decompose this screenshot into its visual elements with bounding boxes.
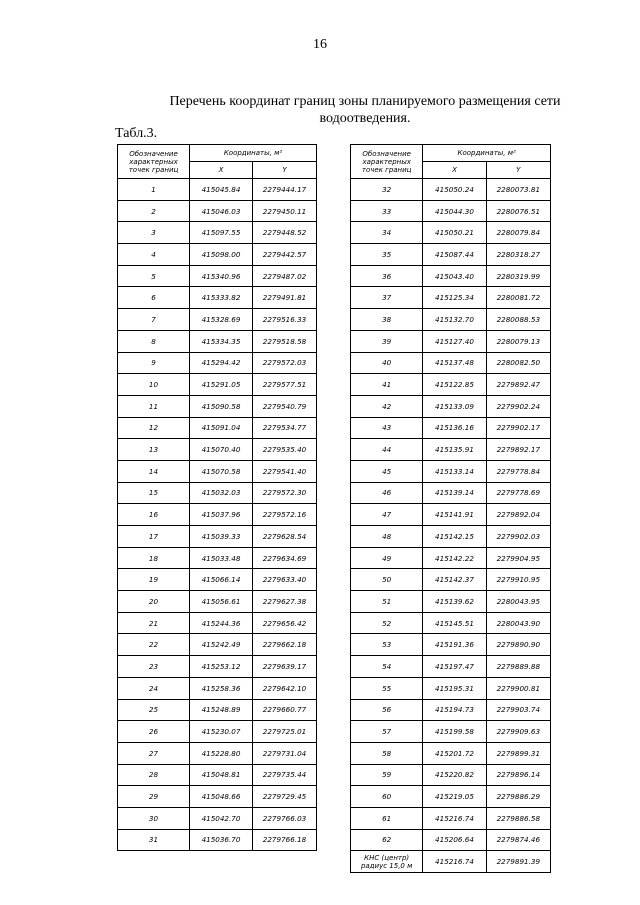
header-coords: Координаты, м² <box>190 145 317 162</box>
cell-x: 415136.16 <box>423 417 486 439</box>
cell-point: 62 <box>351 829 423 851</box>
cell-y: 2279516.33 <box>253 309 317 331</box>
cell-x: 415199.58 <box>423 721 486 743</box>
cell-x: 415127.40 <box>423 330 486 352</box>
page-number: 16 <box>313 37 327 52</box>
table-row <box>118 786 317 808</box>
cell-point: 39 <box>351 330 423 352</box>
cell-x: 415125.34 <box>423 287 486 309</box>
cell-x: 415132.70 <box>423 309 486 331</box>
cell-x: 415191.36 <box>423 634 486 656</box>
cell-y: 2280319.99 <box>486 265 550 287</box>
cell-y: 2279902.17 <box>486 417 550 439</box>
table-row <box>351 244 551 266</box>
table-row <box>351 526 551 548</box>
cell-x: 415133.09 <box>423 395 486 417</box>
cell-point: 18 <box>118 547 190 569</box>
table-row <box>118 634 317 656</box>
cell-point: 55 <box>351 677 423 699</box>
cell-x: 415048.81 <box>190 764 253 786</box>
table-row <box>118 179 317 201</box>
cell-point: 50 <box>351 569 423 591</box>
cell-y: 2279900.81 <box>486 677 550 699</box>
cell-x: 415122.85 <box>423 374 486 396</box>
cell-y: 2279729.45 <box>253 786 317 808</box>
cell-point: 58 <box>351 742 423 764</box>
table-row <box>351 222 551 244</box>
table-row <box>351 374 551 396</box>
cell-point: 46 <box>351 482 423 504</box>
cell-point: 43 <box>351 417 423 439</box>
cell-y: 2279572.16 <box>253 504 317 526</box>
cell-point: 35 <box>351 244 423 266</box>
cell-point: 24 <box>118 677 190 699</box>
cell-x: 415087.44 <box>423 244 486 266</box>
table-row <box>118 374 317 396</box>
cell-point: 56 <box>351 699 423 721</box>
table-row <box>118 395 317 417</box>
cell-y: 2279444.17 <box>253 179 317 201</box>
cell-point: 1 <box>118 179 190 201</box>
cell-x: 415091.04 <box>190 417 253 439</box>
cell-x: 415142.22 <box>423 547 486 569</box>
cell-y: 2280043.90 <box>486 612 550 634</box>
cell-point: 19 <box>118 569 190 591</box>
cell-x: 415216.74 <box>423 851 486 873</box>
table-row <box>118 656 317 678</box>
table-row <box>351 504 551 526</box>
cell-y: 2279448.52 <box>253 222 317 244</box>
cell-y: 2279534.77 <box>253 417 317 439</box>
cell-point: 29 <box>118 786 190 808</box>
cell-x: 415050.24 <box>423 179 486 201</box>
cell-y: 2280076.51 <box>486 200 550 222</box>
cell-y: 2279656.42 <box>253 612 317 634</box>
table-row <box>118 287 317 309</box>
cell-point: 52 <box>351 612 423 634</box>
cell-x: 415142.37 <box>423 569 486 591</box>
table-row <box>118 330 317 352</box>
cell-x: 415242.49 <box>190 634 253 656</box>
table-row <box>351 656 551 678</box>
cell-x: 415135.91 <box>423 439 486 461</box>
cell-x: 415328.69 <box>190 309 253 331</box>
table-row <box>118 699 317 721</box>
cell-y: 2279628.54 <box>253 526 317 548</box>
cell-point: 13 <box>118 439 190 461</box>
cell-point: 17 <box>118 526 190 548</box>
cell-point: 23 <box>118 656 190 678</box>
table-row <box>118 265 317 287</box>
table-row <box>351 439 551 461</box>
cell-point: КНС (центр) радиус 15,0 м <box>351 851 423 873</box>
cell-point: 54 <box>351 656 423 678</box>
table-row <box>118 677 317 699</box>
cell-y: 2280088.53 <box>486 309 550 331</box>
cell-y: 2279639.17 <box>253 656 317 678</box>
cell-x: 415090.58 <box>190 395 253 417</box>
cell-x: 415228.80 <box>190 742 253 764</box>
coordinates-table-right <box>350 144 551 873</box>
cell-x: 415145.51 <box>423 612 486 634</box>
cell-x: 415253.12 <box>190 656 253 678</box>
cell-x: 415244.36 <box>190 612 253 634</box>
cell-point: 5 <box>118 265 190 287</box>
cell-x: 415334.35 <box>190 330 253 352</box>
cell-point: 16 <box>118 504 190 526</box>
cell-y: 2280079.84 <box>486 222 550 244</box>
table-row <box>118 439 317 461</box>
cell-point: 36 <box>351 265 423 287</box>
cell-x: 415046.03 <box>190 200 253 222</box>
table-row <box>118 612 317 634</box>
cell-y: 2279889.88 <box>486 656 550 678</box>
table-row <box>351 179 551 201</box>
cell-x: 415050.21 <box>423 222 486 244</box>
cell-x: 415291.05 <box>190 374 253 396</box>
table-row <box>351 395 551 417</box>
cell-point: 41 <box>351 374 423 396</box>
cell-x: 415230.07 <box>190 721 253 743</box>
cell-point: 4 <box>118 244 190 266</box>
cell-point: 27 <box>118 742 190 764</box>
cell-x: 415201.72 <box>423 742 486 764</box>
cell-x: 415044.30 <box>423 200 486 222</box>
cell-y: 2279892.47 <box>486 374 550 396</box>
cell-y: 2279572.03 <box>253 352 317 374</box>
cell-x: 415194.73 <box>423 699 486 721</box>
cell-y: 2279910.95 <box>486 569 550 591</box>
header-x: X <box>423 162 486 179</box>
cell-y: 2279572.30 <box>253 482 317 504</box>
cell-point: 60 <box>351 786 423 808</box>
table-row <box>118 526 317 548</box>
table-row <box>351 591 551 613</box>
table-row <box>118 721 317 743</box>
cell-y: 2279892.17 <box>486 439 550 461</box>
cell-point: 7 <box>118 309 190 331</box>
cell-point: 34 <box>351 222 423 244</box>
cell-y: 2279577.51 <box>253 374 317 396</box>
cell-point: 2 <box>118 200 190 222</box>
table-row <box>118 829 317 851</box>
cell-x: 415137.48 <box>423 352 486 374</box>
table-row <box>118 569 317 591</box>
table-row <box>351 330 551 352</box>
cell-point: 6 <box>118 287 190 309</box>
cell-y: 2279766.18 <box>253 829 317 851</box>
cell-y: 2279886.29 <box>486 786 550 808</box>
cell-point: 15 <box>118 482 190 504</box>
cell-y: 2279450.11 <box>253 200 317 222</box>
table-row <box>351 460 551 482</box>
cell-x: 415036.70 <box>190 829 253 851</box>
table-row <box>351 482 551 504</box>
cell-x: 415340.96 <box>190 265 253 287</box>
cell-y: 2279642.10 <box>253 677 317 699</box>
cell-x: 415139.14 <box>423 482 486 504</box>
cell-y: 2279904.95 <box>486 547 550 569</box>
cell-y: 2279627.38 <box>253 591 317 613</box>
cell-point: 25 <box>118 699 190 721</box>
cell-point: 11 <box>118 395 190 417</box>
cell-y: 2279896.14 <box>486 764 550 786</box>
table-row <box>351 677 551 699</box>
cell-y: 2279518.58 <box>253 330 317 352</box>
header-y: Y <box>486 162 550 179</box>
table-row <box>118 547 317 569</box>
cell-x: 415070.40 <box>190 439 253 461</box>
table-row <box>118 200 317 222</box>
table-row <box>351 699 551 721</box>
cell-y: 2279886.58 <box>486 807 550 829</box>
cell-y: 2279909.63 <box>486 721 550 743</box>
table-row <box>351 547 551 569</box>
cell-point: 8 <box>118 330 190 352</box>
cell-y: 2279535.40 <box>253 439 317 461</box>
cell-x: 415206.64 <box>423 829 486 851</box>
header-point: Обозначение характерных точек границ <box>118 145 190 179</box>
cell-y: 2279892.04 <box>486 504 550 526</box>
cell-y: 2279731.04 <box>253 742 317 764</box>
table-row <box>351 612 551 634</box>
cell-point: 44 <box>351 439 423 461</box>
cell-y: 2279902.03 <box>486 526 550 548</box>
cell-y: 2279891.39 <box>486 851 550 873</box>
table-row <box>351 287 551 309</box>
cell-x: 415216.74 <box>423 807 486 829</box>
cell-x: 415097.55 <box>190 222 253 244</box>
table-row <box>118 417 317 439</box>
cell-x: 415032.03 <box>190 482 253 504</box>
document-title: Перечень координат границ зоны планируемого размещения сети водоотведения. <box>169 94 561 126</box>
cell-point: 49 <box>351 547 423 569</box>
cell-point: 53 <box>351 634 423 656</box>
cell-point: 9 <box>118 352 190 374</box>
table-row <box>351 265 551 287</box>
table-row <box>118 764 317 786</box>
table-row <box>118 460 317 482</box>
cell-point: 3 <box>118 222 190 244</box>
table-row <box>118 482 317 504</box>
cell-point: 10 <box>118 374 190 396</box>
cell-x: 415037.96 <box>190 504 253 526</box>
cell-x: 415141.91 <box>423 504 486 526</box>
cell-y: 2280082.50 <box>486 352 550 374</box>
table-row <box>351 851 551 873</box>
cell-x: 415066.14 <box>190 569 253 591</box>
cell-point: 31 <box>118 829 190 851</box>
cell-point: 14 <box>118 460 190 482</box>
cell-x: 415142.15 <box>423 526 486 548</box>
table-row <box>351 764 551 786</box>
cell-point: 32 <box>351 179 423 201</box>
table-label: Табл.3. <box>115 126 158 141</box>
cell-y: 2280043.95 <box>486 591 550 613</box>
table-row <box>118 504 317 526</box>
cell-x: 415033.48 <box>190 547 253 569</box>
cell-y: 2279660.77 <box>253 699 317 721</box>
cell-y: 2279442.57 <box>253 244 317 266</box>
header-point: Обозначение характерных точек границ <box>351 145 423 179</box>
cell-point: 37 <box>351 287 423 309</box>
cell-x: 415248.89 <box>190 699 253 721</box>
table-row <box>118 591 317 613</box>
cell-x: 415197.47 <box>423 656 486 678</box>
table-row <box>118 309 317 331</box>
cell-y: 2279890.90 <box>486 634 550 656</box>
table-row <box>118 244 317 266</box>
cell-x: 415042.70 <box>190 807 253 829</box>
table-row <box>351 200 551 222</box>
cell-point: 42 <box>351 395 423 417</box>
cell-point: 51 <box>351 591 423 613</box>
cell-y: 2279902.24 <box>486 395 550 417</box>
cell-x: 415195.31 <box>423 677 486 699</box>
cell-y: 2279634.69 <box>253 547 317 569</box>
cell-y: 2280079.13 <box>486 330 550 352</box>
table-row <box>351 742 551 764</box>
table-row <box>351 417 551 439</box>
cell-y: 2280073.81 <box>486 179 550 201</box>
header-x: X <box>190 162 253 179</box>
cell-point: 12 <box>118 417 190 439</box>
table-row <box>118 222 317 244</box>
cell-x: 415139.62 <box>423 591 486 613</box>
cell-point: 26 <box>118 721 190 743</box>
cell-y: 2279487.02 <box>253 265 317 287</box>
cell-point: 33 <box>351 200 423 222</box>
cell-y: 2280318.27 <box>486 244 550 266</box>
cell-point: 20 <box>118 591 190 613</box>
table-row <box>351 807 551 829</box>
cell-x: 415294.42 <box>190 352 253 374</box>
table-row <box>351 829 551 851</box>
table-body-right <box>351 179 551 873</box>
cell-x: 415220.82 <box>423 764 486 786</box>
cell-y: 2279766.03 <box>253 807 317 829</box>
cell-y: 2279662.18 <box>253 634 317 656</box>
cell-y: 2279633.40 <box>253 569 317 591</box>
table-body-left <box>118 179 317 851</box>
cell-y: 2279903.74 <box>486 699 550 721</box>
cell-x: 415219.05 <box>423 786 486 808</box>
cell-point: 59 <box>351 764 423 786</box>
table-row <box>118 352 317 374</box>
table-row <box>351 786 551 808</box>
cell-y: 2279725.01 <box>253 721 317 743</box>
table-row <box>351 634 551 656</box>
cell-point: 57 <box>351 721 423 743</box>
cell-point: 45 <box>351 460 423 482</box>
cell-y: 2279735.44 <box>253 764 317 786</box>
cell-y: 2279778.69 <box>486 482 550 504</box>
table-row <box>118 807 317 829</box>
cell-y: 2279874.46 <box>486 829 550 851</box>
cell-y: 2279778.84 <box>486 460 550 482</box>
coordinates-table-left <box>117 144 317 851</box>
cell-point: 61 <box>351 807 423 829</box>
table-row <box>351 569 551 591</box>
table-row <box>351 721 551 743</box>
cell-point: 47 <box>351 504 423 526</box>
cell-y: 2279541.40 <box>253 460 317 482</box>
table-row <box>351 309 551 331</box>
cell-point: 22 <box>118 634 190 656</box>
cell-point: 38 <box>351 309 423 331</box>
cell-point: 21 <box>118 612 190 634</box>
cell-point: 30 <box>118 807 190 829</box>
cell-point: 28 <box>118 764 190 786</box>
cell-x: 415056.61 <box>190 591 253 613</box>
cell-y: 2280081.72 <box>486 287 550 309</box>
table-row <box>118 742 317 764</box>
cell-point: 40 <box>351 352 423 374</box>
cell-y: 2279540.79 <box>253 395 317 417</box>
cell-x: 415258.36 <box>190 677 253 699</box>
cell-point: 48 <box>351 526 423 548</box>
cell-x: 415045.84 <box>190 179 253 201</box>
header-coords: Координаты, м² <box>423 145 551 162</box>
cell-x: 415070.58 <box>190 460 253 482</box>
header-y: Y <box>253 162 317 179</box>
cell-x: 415048.66 <box>190 786 253 808</box>
cell-x: 415333.82 <box>190 287 253 309</box>
cell-x: 415133.14 <box>423 460 486 482</box>
cell-x: 415043.40 <box>423 265 486 287</box>
cell-y: 2279899.31 <box>486 742 550 764</box>
table-row <box>351 352 551 374</box>
cell-x: 415098.00 <box>190 244 253 266</box>
cell-x: 415039.33 <box>190 526 253 548</box>
cell-y: 2279491.81 <box>253 287 317 309</box>
